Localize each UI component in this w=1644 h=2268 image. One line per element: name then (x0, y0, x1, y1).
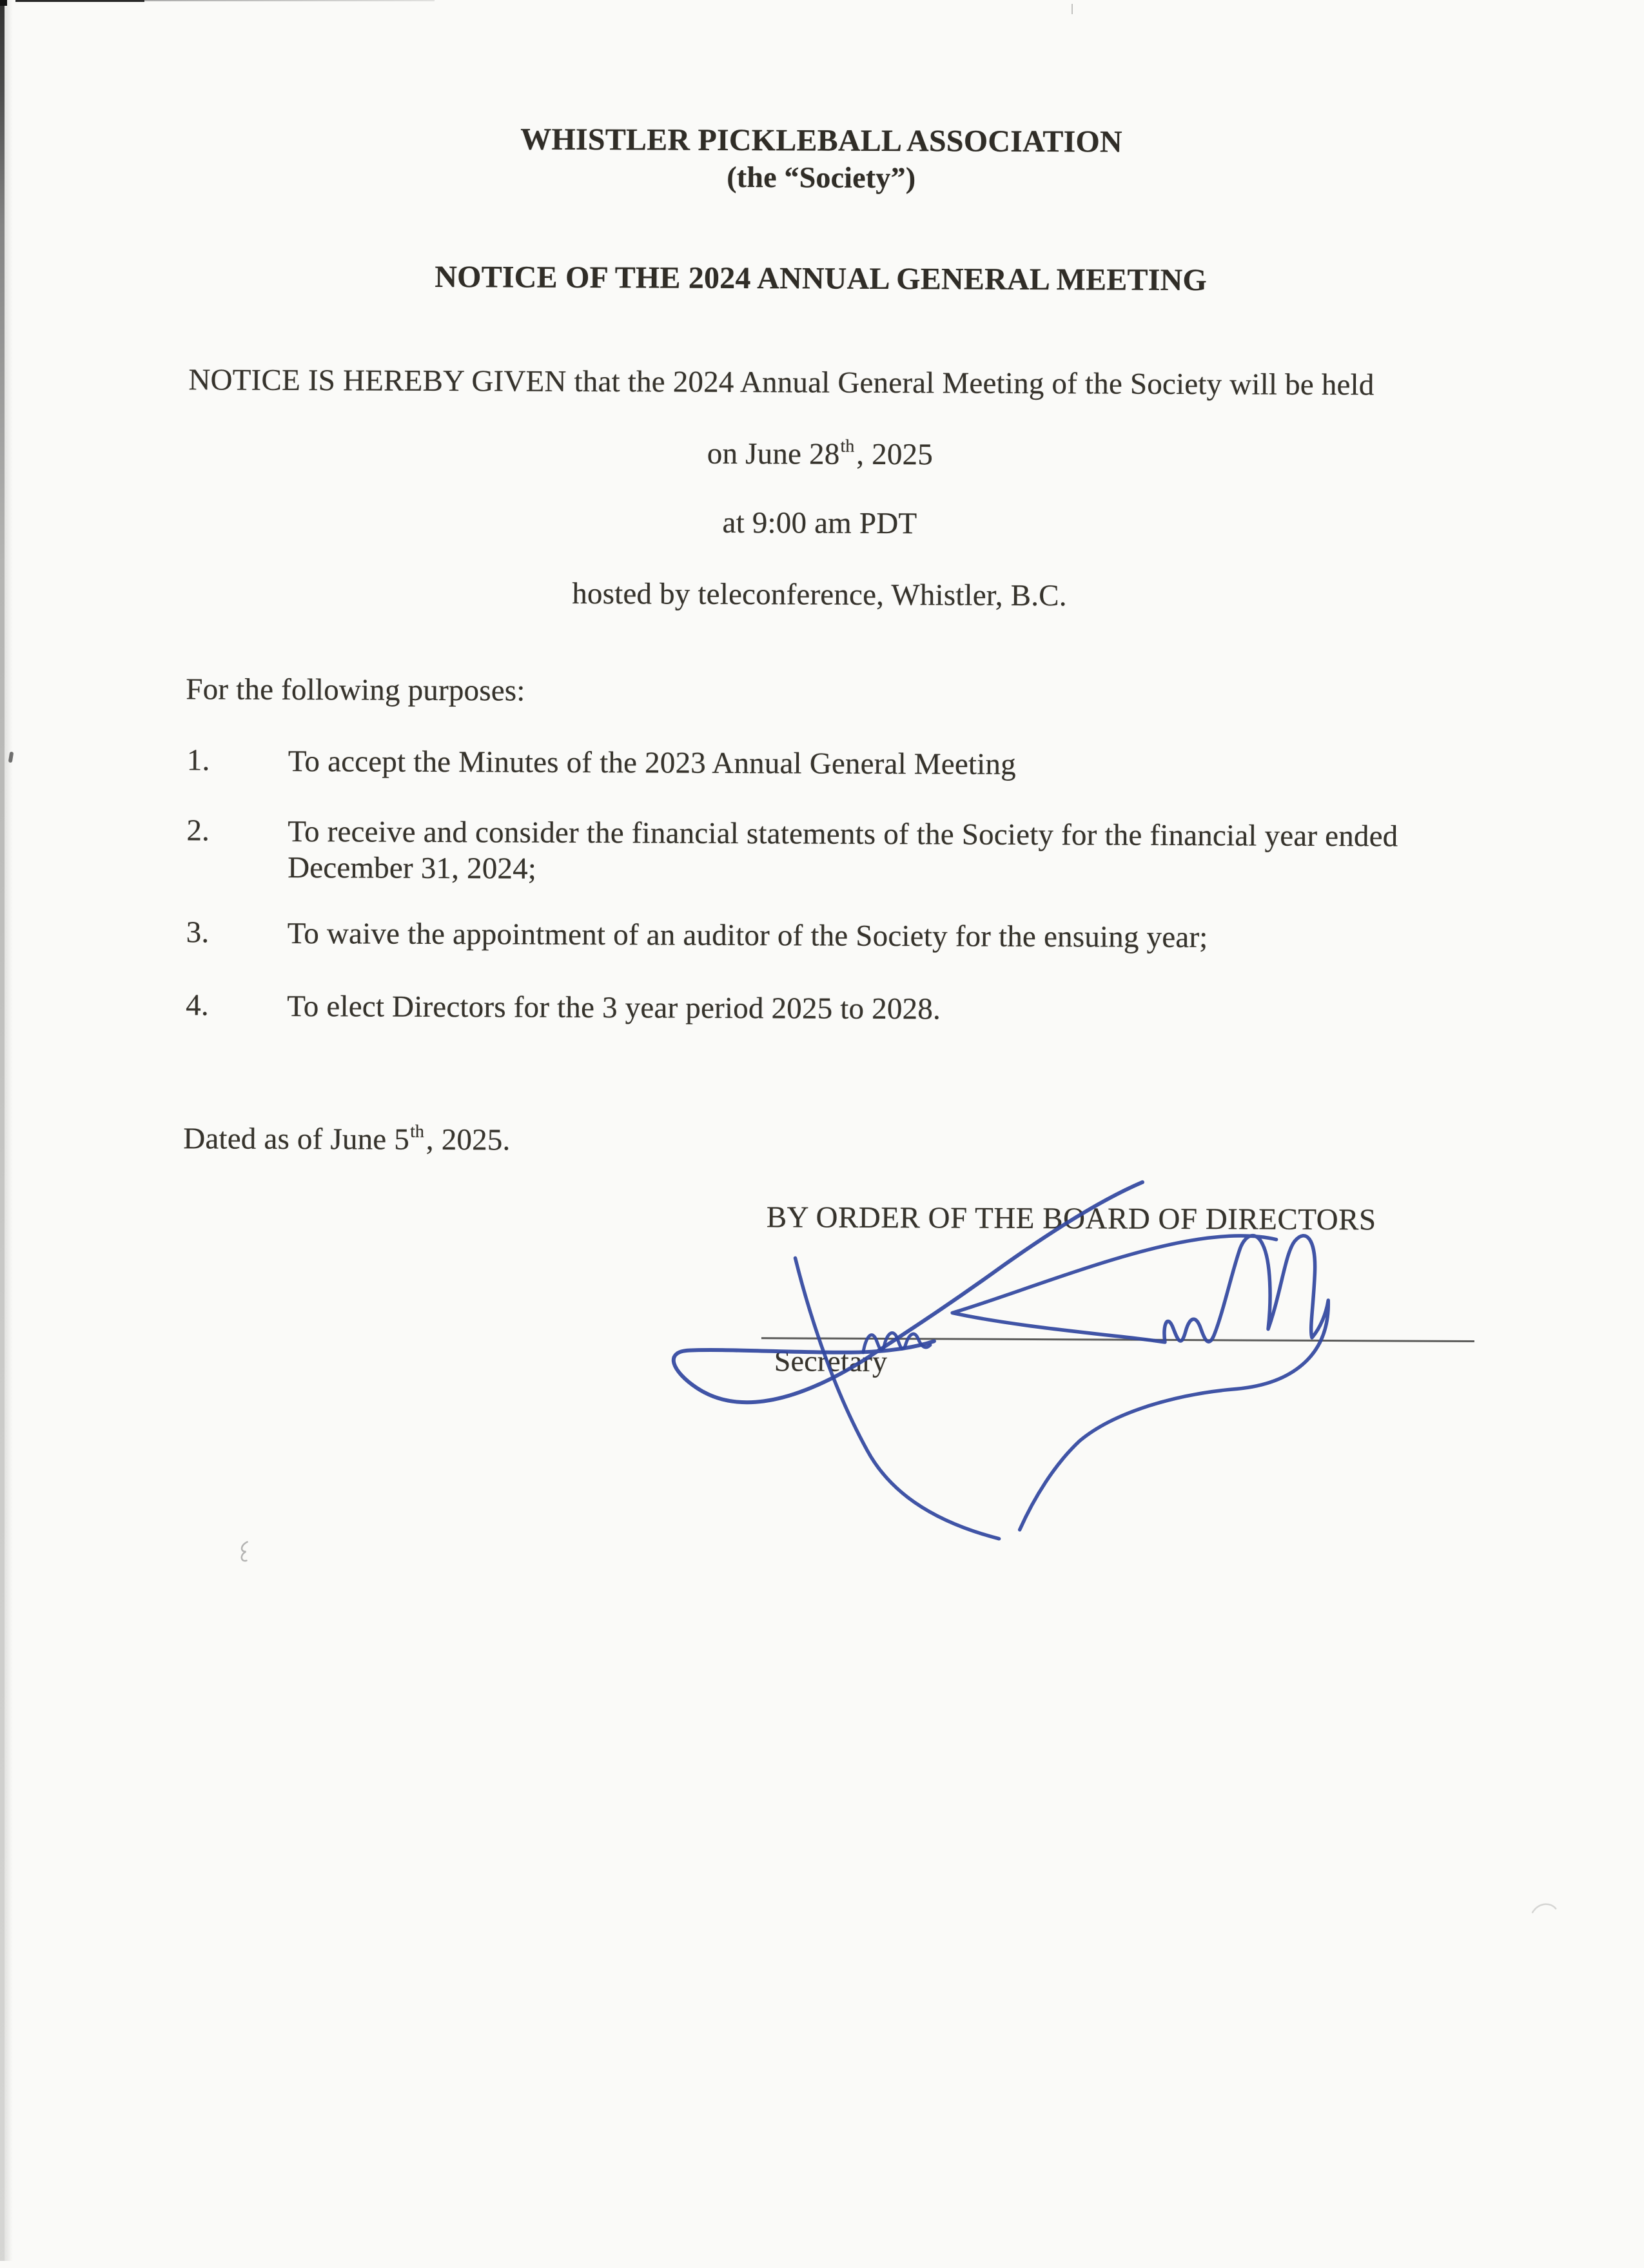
purpose-4-number: 4. (186, 988, 209, 1022)
purposes-heading: For the following purposes: (186, 672, 525, 708)
meeting-time-line: at 9:00 am PDT (722, 505, 917, 541)
meeting-notice-title: NOTICE OF THE 2024 ANNUAL GENERAL MEETING (435, 259, 1208, 298)
purpose-1-text (288, 743, 1410, 785)
purpose-3-line-1: To waive the appointment of an auditor of the Society for the ensuing year; (287, 916, 1208, 955)
dated-text: Dated as of June 5 (183, 1122, 410, 1157)
org-name-heading: WHISTLER PICKLEBALL ASSOCIATION (520, 122, 1122, 159)
handwritten-signature (625, 1160, 1530, 1551)
purpose-3-number: 3. (186, 915, 210, 950)
purpose-2-line-2: December 31, 2024; (288, 850, 537, 886)
stray-mark-curl (1530, 1899, 1558, 1916)
meeting-date-text: on June 28 (707, 436, 840, 471)
meeting-date-tail: , 2025 (856, 437, 934, 472)
purpose-2-text (288, 814, 1409, 891)
meeting-location-line: hosted by teleconference, Whistler, B.C. (572, 576, 1067, 613)
dated-tail: , 2025. (426, 1122, 511, 1157)
notice-paragraph: NOTICE IS HEREBY GIVEN that the 2024 Annual General Meeting of the Society will be held (188, 363, 1375, 402)
signatory-role-label: Secretary (774, 1344, 888, 1378)
org-subtitle: (the “Society”) (727, 160, 916, 195)
stray-mark-squiggle (233, 1540, 256, 1569)
purpose-1-line-1: To accept the Minutes of the 2023 Annual General Meeting (288, 744, 1017, 781)
purpose-1-number: 1. (186, 743, 210, 777)
by-order-line: BY ORDER OF THE BOARD OF DIRECTORS (766, 1200, 1376, 1237)
purpose-4-text (287, 988, 1409, 1030)
purpose-4-line-1: To elect Directors for the 3 year period 2025 to 2028. (287, 989, 941, 1026)
dated-ordinal: th (410, 1122, 424, 1142)
purpose-2-number: 2. (186, 814, 210, 848)
purpose-3-text (288, 915, 1409, 957)
purpose-2-line-1: To receive and consider the financial statements of the Society for the financial year ended (288, 814, 1398, 854)
dated-line (183, 1121, 510, 1158)
meeting-date-ordinal: th (840, 436, 855, 457)
meeting-date-line (0, 433, 1642, 476)
